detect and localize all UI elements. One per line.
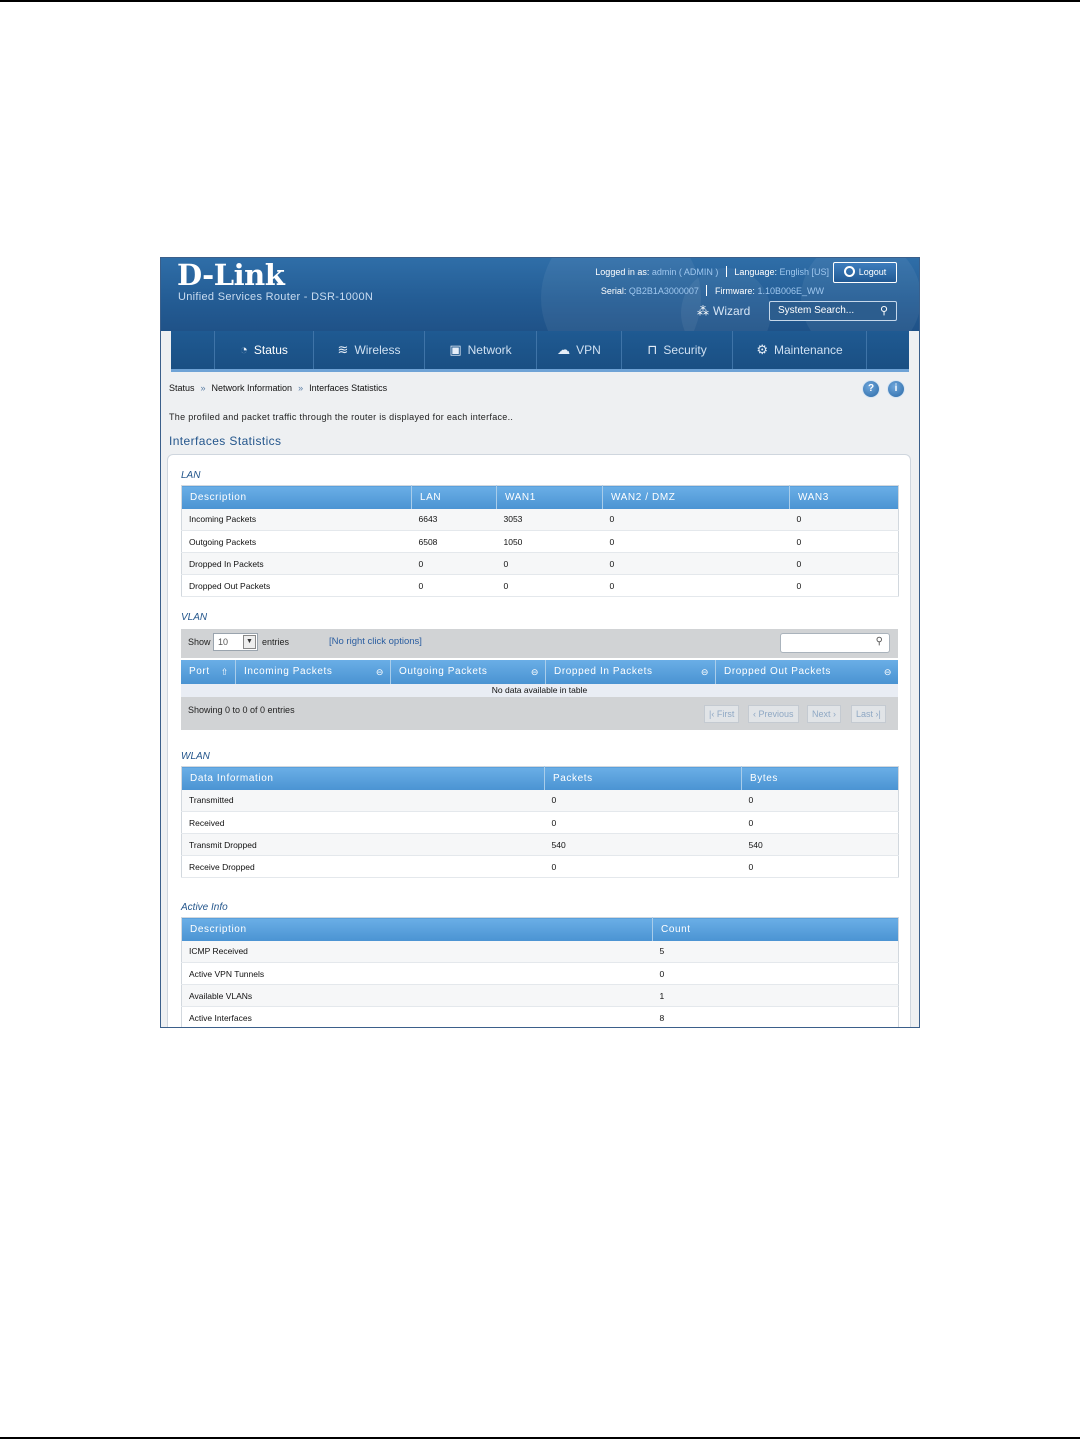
table-header-row [182, 918, 899, 941]
table-cell: 0 [412, 575, 497, 597]
pager-label: Next [812, 709, 831, 719]
nav-label: VPN [576, 343, 601, 357]
lan-table [181, 485, 899, 597]
sort-icon[interactable]: ⊖ [375, 667, 384, 677]
table-cell: 0 [545, 812, 742, 834]
column-header-incoming[interactable] [236, 660, 391, 684]
logged-in-label: Logged in as: [595, 267, 650, 277]
table-cell: 0 [412, 553, 497, 575]
device-info [601, 285, 824, 296]
column-header-port[interactable] [181, 660, 236, 684]
page-title: Interfaces Statistics [169, 434, 282, 448]
product-subtitle: Unified Services Router - DSR-1000N [178, 291, 374, 303]
nav-item-network[interactable] [425, 331, 537, 369]
breadcrumb [169, 383, 387, 393]
entries-select[interactable] [213, 633, 258, 651]
breadcrumb-item: Interfaces Statistics [309, 383, 388, 393]
vlan-toolbar [181, 629, 898, 658]
breadcrumb-separator: » [298, 383, 304, 393]
breadcrumb-separator: » [200, 383, 206, 393]
table-cell: 1050 [497, 531, 603, 553]
nav-item-vpn[interactable] [537, 331, 622, 369]
page-top-rule [0, 0, 1080, 2]
column-header: WAN2 / DMZ [603, 486, 790, 509]
nav-label: Wireless [354, 343, 401, 357]
wizard-label: Wizard [713, 304, 751, 318]
language-select[interactable]: English [US] [779, 267, 829, 277]
column-header: Description [182, 918, 653, 941]
column-header: WAN1 [497, 486, 603, 509]
active-info-table [181, 917, 899, 1028]
table-cell: 5 [653, 941, 899, 963]
show-label: Show [188, 637, 211, 647]
table-cell: Dropped In Packets [182, 553, 412, 575]
search-icon[interactable]: ⚲ [879, 305, 888, 317]
pager-first-button[interactable]: |‹ First [704, 705, 739, 723]
pager-next-button[interactable]: Next › [807, 705, 841, 723]
table-cell: 0 [653, 963, 899, 985]
column-header: LAN [412, 486, 497, 509]
table-row [182, 812, 899, 834]
divider [706, 285, 707, 296]
pager-label: Last [856, 709, 874, 719]
column-header-label: Dropped In Packets [554, 666, 653, 677]
entries-value: 10 [218, 637, 229, 647]
table-cell: Transmit Dropped [182, 834, 545, 856]
table-cell: 0 [742, 856, 899, 878]
main-nav [171, 331, 909, 372]
nav-item-wireless[interactable] [314, 331, 425, 369]
table-cell: 540 [545, 834, 742, 856]
monitor-icon: ▣ [449, 342, 462, 357]
serial-label: Serial: [600, 286, 627, 296]
sort-icon[interactable]: ⊖ [700, 667, 709, 677]
column-header-label: Dropped Out Packets [724, 666, 832, 677]
table-cell: Receive Dropped [182, 856, 545, 878]
column-header: Description [182, 486, 412, 509]
table-row [182, 856, 899, 878]
gears-icon: ⚙ [756, 342, 768, 357]
firmware-value: 1.10B006E_WW [757, 286, 824, 296]
system-search-placeholder: System Search... [778, 305, 855, 316]
router-ui-screenshot [160, 257, 920, 1028]
vlan-section-title: VLAN [181, 612, 208, 623]
serial-value: QB2B1A3000007 [628, 286, 699, 296]
header-bar [161, 258, 919, 331]
table-cell: Transmitted [182, 790, 545, 812]
table-row [182, 834, 899, 856]
pager-label: Previous [758, 709, 794, 719]
active-info-section-title: Active Info [181, 902, 228, 913]
logged-in-user: admin ( ADMIN ) [651, 267, 719, 277]
firmware-label: Firmware: [714, 286, 755, 296]
help-icon[interactable]: ? [862, 380, 880, 398]
table-row [182, 531, 899, 553]
language-label: Language: [734, 267, 777, 277]
table-header-row [182, 767, 899, 790]
table-cell: 0 [790, 553, 899, 575]
table-cell: 0 [545, 856, 742, 878]
sort-up-icon[interactable]: ⇧ [220, 667, 229, 677]
breadcrumb-item[interactable]: Status [169, 383, 195, 393]
table-cell: 0 [742, 790, 899, 812]
column-header-label: Incoming Packets [244, 666, 333, 677]
search-icon[interactable]: ⚲ [875, 636, 883, 647]
table-cell: 0 [545, 790, 742, 812]
table-cell: Dropped Out Packets [182, 575, 412, 597]
table-cell: 0 [497, 553, 603, 575]
lock-icon: ⊓ [647, 342, 658, 357]
page-description: The profiled and packet traffic through the router is displayed for each interface.. [169, 412, 514, 422]
column-header: Packets [545, 767, 742, 790]
wlan-table [181, 766, 899, 878]
system-search-input[interactable] [769, 301, 897, 321]
table-cell: Available VLANs [182, 985, 653, 1007]
vlan-empty-message: No data available in table [181, 684, 898, 697]
nav-item-maintenance[interactable] [733, 331, 867, 369]
column-header: Bytes [742, 767, 899, 790]
column-header: WAN3 [790, 486, 899, 509]
nav-label: Status [253, 343, 288, 357]
power-icon [844, 266, 855, 277]
nav-label: Network [467, 343, 512, 357]
table-row [182, 790, 899, 812]
wand-icon: ⁂ [697, 304, 709, 318]
nav-item-status[interactable] [214, 331, 314, 369]
column-header: Data Information [182, 767, 545, 790]
dashboard-icon: ◔ [240, 342, 248, 357]
sort-icon[interactable]: ⊖ [883, 667, 892, 677]
column-header: Count [653, 918, 899, 941]
table-cell: 0 [603, 553, 790, 575]
table-cell: 6643 [412, 509, 497, 531]
table-cell: Incoming Packets [182, 509, 412, 531]
table-cell: 0 [790, 531, 899, 553]
statistics-panel [167, 454, 911, 1028]
session-info [595, 266, 829, 277]
table-row [182, 963, 899, 985]
nav-item-security[interactable] [622, 331, 733, 369]
table-cell: 0 [497, 575, 603, 597]
table-row [182, 1007, 899, 1029]
table-cell: 0 [603, 575, 790, 597]
table-cell: 1 [653, 985, 899, 1007]
table-row [182, 553, 899, 575]
divider [726, 266, 727, 277]
logout-label: Logout [858, 267, 887, 277]
table-cell: 0 [742, 812, 899, 834]
sort-icon[interactable]: ⊖ [530, 667, 539, 677]
table-cell: Active VPN Tunnels [182, 963, 653, 985]
wizard-link[interactable] [697, 304, 750, 318]
pager-label: First [716, 709, 735, 719]
dlink-logo: D-Link [177, 258, 285, 292]
wlan-section-title: WLAN [181, 751, 210, 762]
table-cell: Active Interfaces [182, 1007, 653, 1029]
table-row [182, 941, 899, 963]
wifi-icon: ≋ [337, 342, 349, 357]
entries-label: entries [262, 637, 290, 647]
info-icon[interactable]: i [887, 380, 905, 398]
breadcrumb-item[interactable]: Network Information [211, 383, 293, 393]
table-cell: 3053 [497, 509, 603, 531]
table-cell: 0 [790, 575, 899, 597]
table-header-row [182, 486, 899, 509]
column-header-label: Port [189, 666, 210, 677]
table-row [182, 575, 899, 597]
vlan-search-input[interactable] [780, 633, 890, 653]
column-header-outgoing[interactable] [391, 660, 546, 684]
table-cell: 540 [742, 834, 899, 856]
logout-button[interactable] [833, 262, 897, 283]
page-bottom-rule [0, 1437, 1080, 1439]
column-header-dropped-out[interactable] [716, 660, 898, 684]
pager-last-button[interactable]: Last ›| [851, 705, 886, 723]
nav-label: Maintenance [773, 343, 843, 357]
lan-section-title: LAN [181, 470, 201, 481]
table-cell: Outgoing Packets [182, 531, 412, 553]
right-click-options: [No right click options] [329, 636, 422, 647]
column-header-dropped-in[interactable] [546, 660, 716, 684]
table-cell: 8 [653, 1007, 899, 1029]
table-cell: 0 [603, 531, 790, 553]
vlan-footer [181, 697, 898, 730]
table-row [182, 509, 899, 531]
table-cell: 0 [790, 509, 899, 531]
chevron-down-icon[interactable]: ▼ [243, 635, 256, 649]
entries-info: Showing 0 to 0 of 0 entries [188, 705, 295, 715]
column-header-label: Outgoing Packets [399, 666, 488, 677]
table-cell: 0 [603, 509, 790, 531]
table-cell: ICMP Received [182, 941, 653, 963]
table-row [182, 985, 899, 1007]
table-cell: Received [182, 812, 545, 834]
nav-label: Security [663, 343, 707, 357]
vlan-table-header [181, 660, 898, 684]
pager-previous-button[interactable]: ‹ Previous [748, 705, 799, 723]
table-cell: 6508 [412, 531, 497, 553]
cloud-lock-icon: ☁ [557, 342, 571, 357]
